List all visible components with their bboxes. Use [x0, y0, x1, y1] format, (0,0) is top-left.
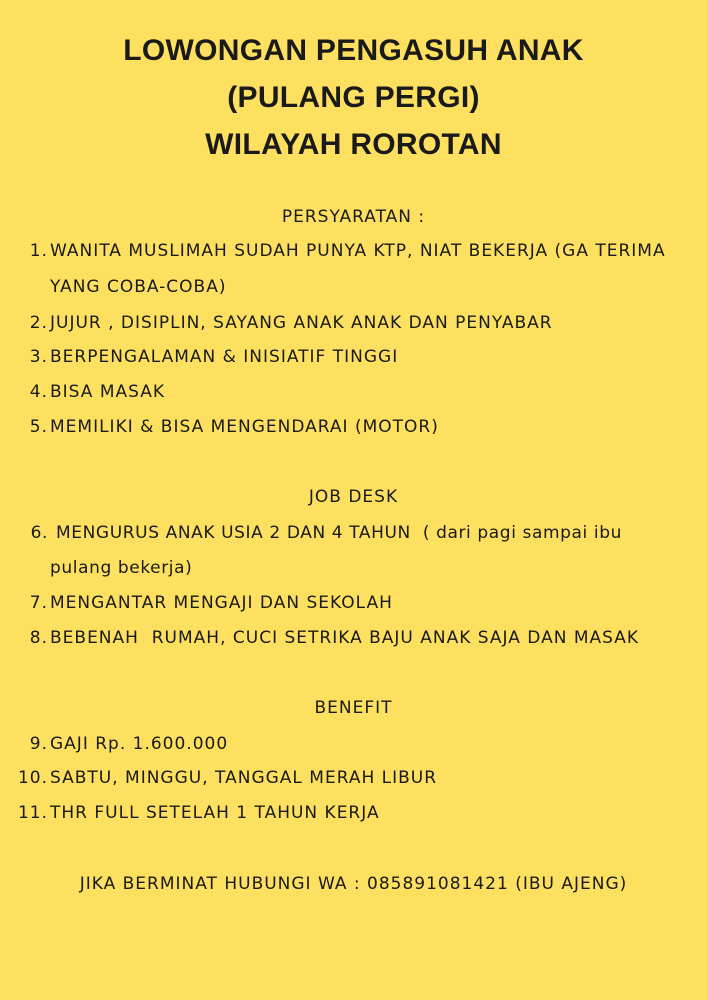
- item-text: SABTU, MINGGU, TANGGAL MERAH LIBUR: [50, 768, 438, 788]
- title-line-1: LOWONGAN PENGASUH ANAK: [123, 34, 584, 67]
- item-text: BISA MASAK: [50, 382, 165, 402]
- item-number: 3.: [29, 347, 48, 367]
- title-line-2: (PULANG PERGI): [227, 81, 480, 114]
- contact-info: JIKA BERMINAT HUBUNGI WA : 085891081421 (IBU AJENG): [79, 874, 628, 894]
- job-desk-heading: JOB DESK: [308, 487, 399, 507]
- item-number: 2.: [29, 313, 48, 333]
- requirements-heading: PERSYARATAN :: [281, 207, 426, 227]
- item-number: 11.: [17, 803, 48, 823]
- benefit-heading: BENEFIT: [314, 698, 393, 718]
- item-text: BEBENAH RUMAH, CUCI SETRIKA BAJU ANAK SAJA DAN MASAK: [50, 628, 639, 648]
- item-text: MENGURUS ANAK USIA 2 DAN 4 TAHUN ( dari pagi sampai ibu: [50, 523, 622, 543]
- item-number: 10.: [17, 768, 48, 788]
- item-text: WANITA MUSLIMAH SUDAH PUNYA KTP, NIAT BEKERJA (GA TERIMA: [50, 241, 666, 261]
- item-number: 5.: [29, 417, 48, 437]
- title-line-3: WILAYAH ROROTAN: [205, 128, 502, 161]
- item-number: 1.: [29, 241, 48, 261]
- item-number: 6.: [30, 523, 48, 543]
- item-text: MENGANTAR MENGAJI DAN SEKOLAH: [50, 593, 393, 613]
- requirement-item-1-continued: YANG COBA-COBA): [50, 277, 227, 297]
- item-number: 8.: [29, 628, 48, 648]
- item-text: BERPENGALAMAN & INISIATIF TINGGI: [50, 347, 399, 367]
- item-text: MEMILIKI & BISA MENGENDARAI (MOTOR): [50, 417, 439, 437]
- item-text: THR FULL SETELAH 1 TAHUN KERJA: [50, 803, 380, 823]
- job-desk-item-6-continued: pulang bekerja): [50, 558, 193, 578]
- item-number: 4.: [29, 382, 48, 402]
- item-number: 7.: [29, 593, 48, 613]
- item-number: 9.: [29, 734, 48, 754]
- item-text: GAJI Rp. 1.600.000: [50, 734, 229, 754]
- item-text: JUJUR , DISIPLIN, SAYANG ANAK ANAK DAN PENYABAR: [50, 313, 553, 333]
